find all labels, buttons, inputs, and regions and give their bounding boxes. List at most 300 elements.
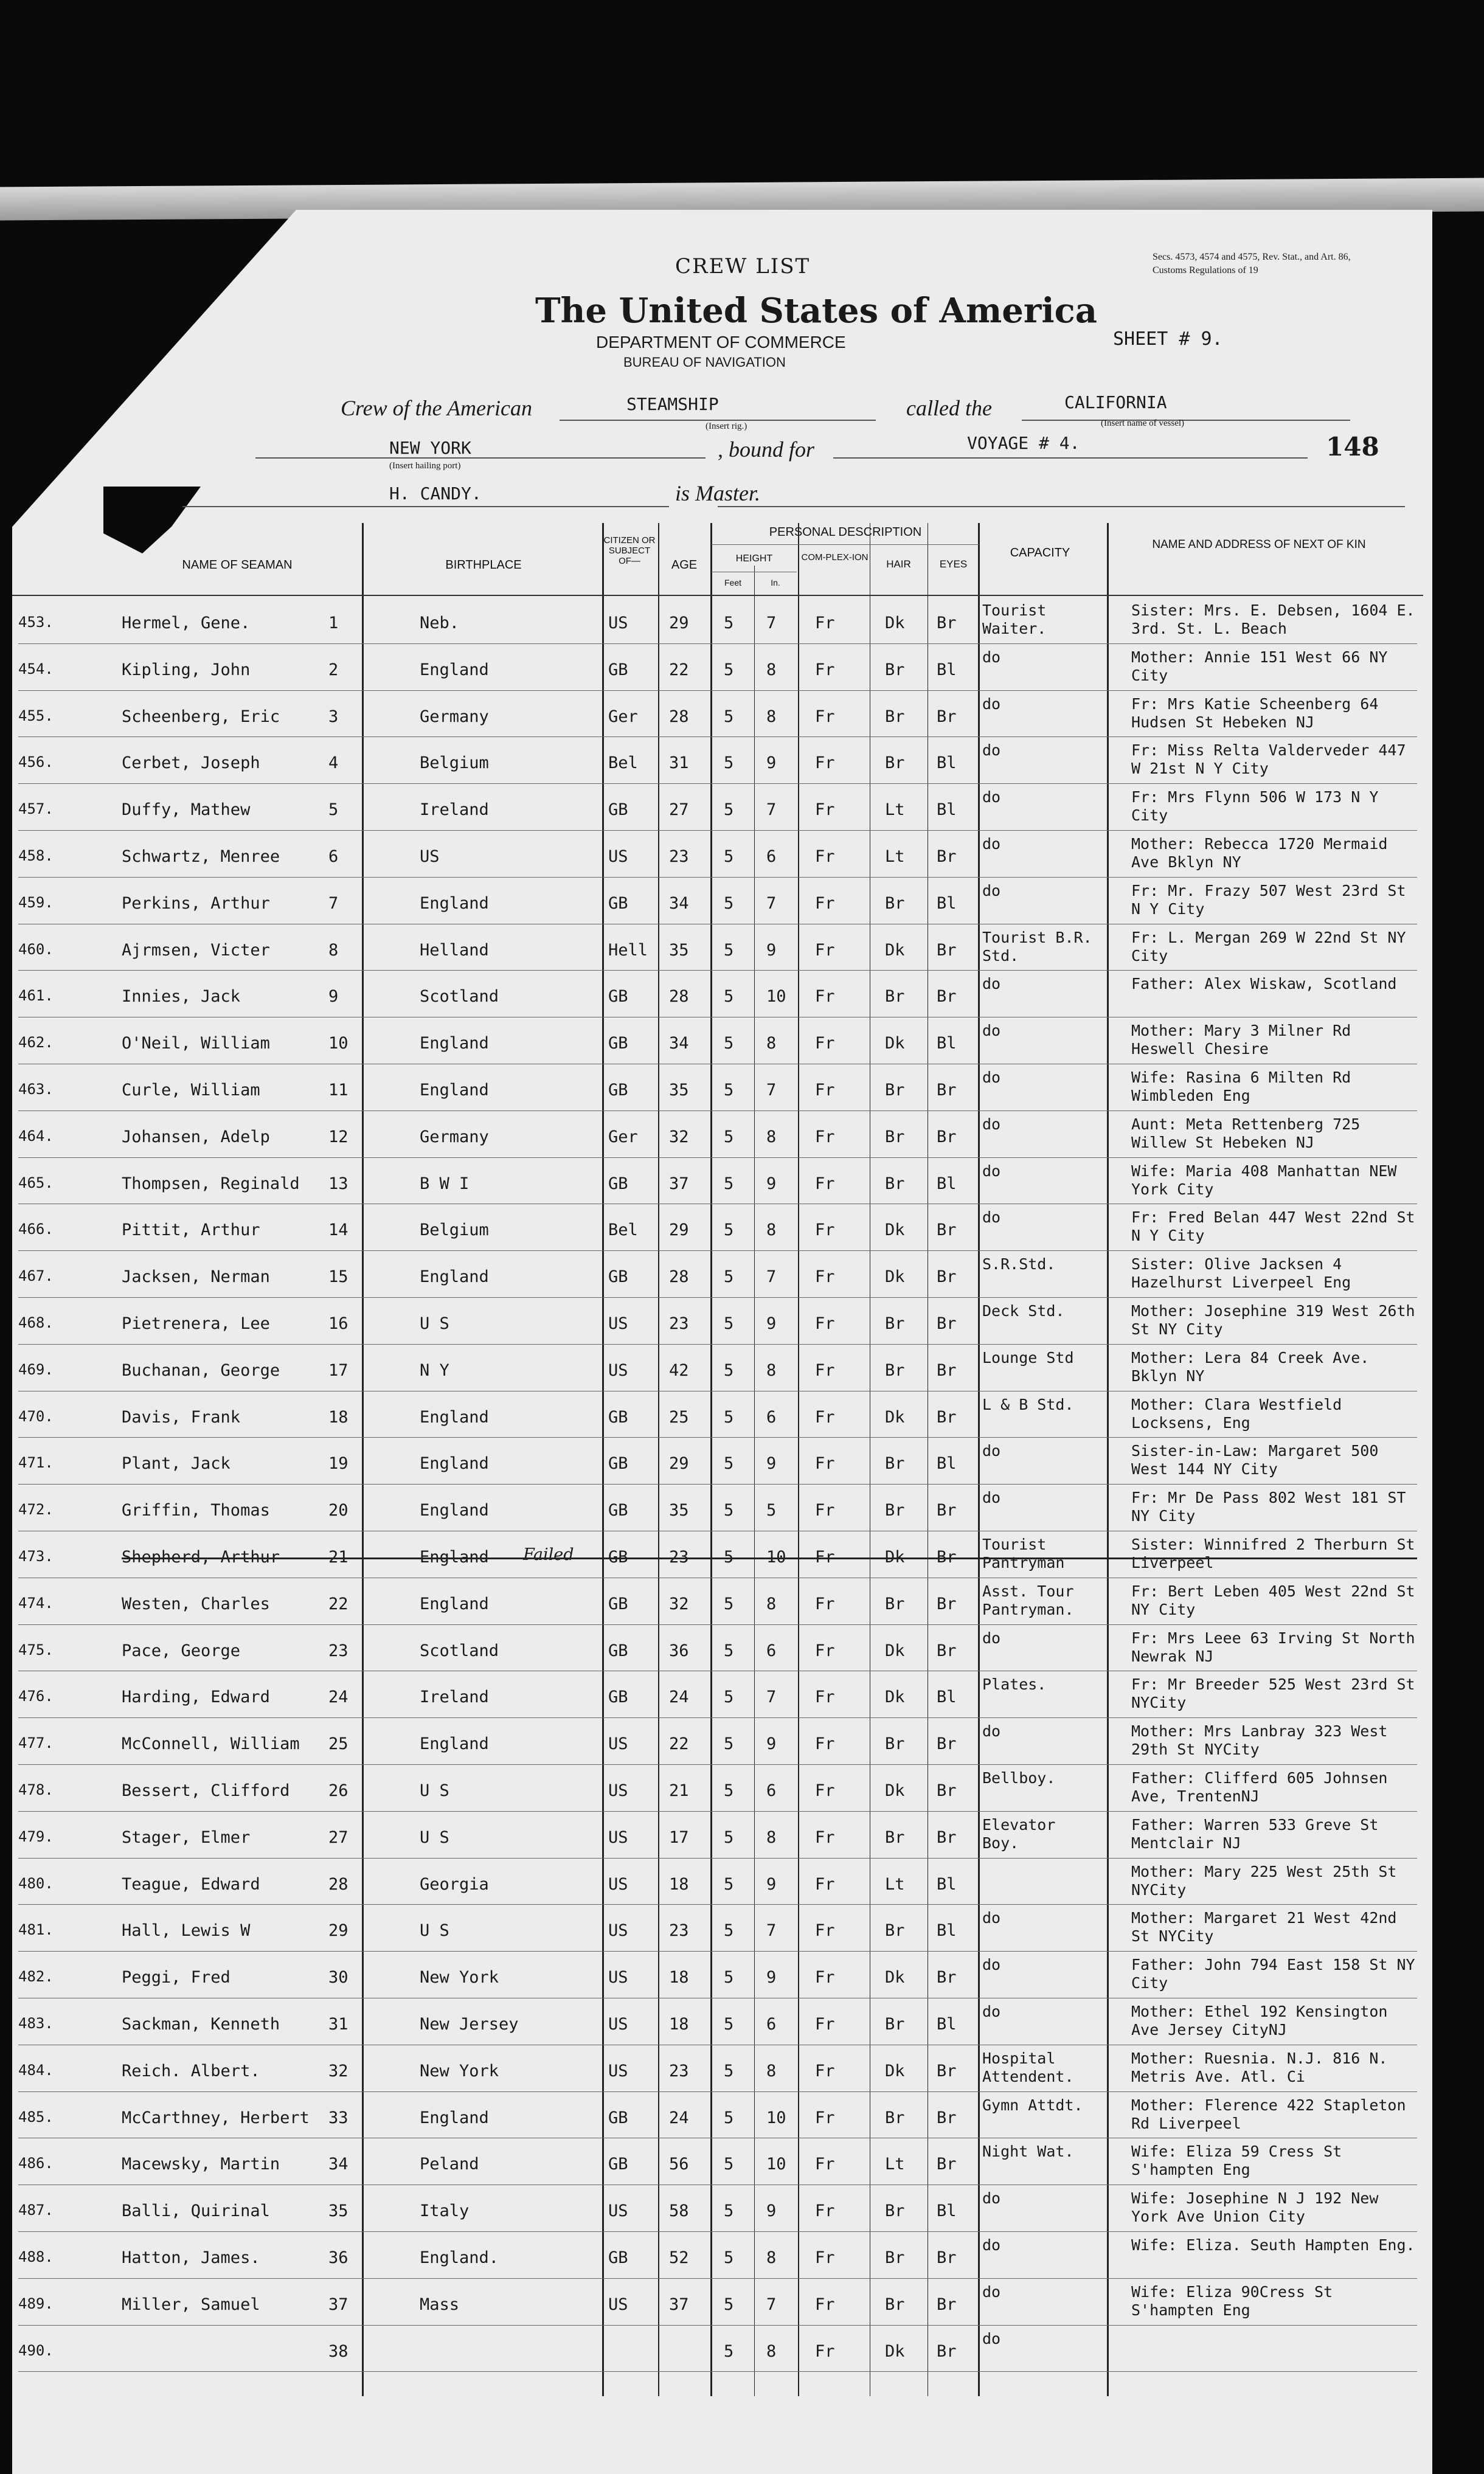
row-divider — [18, 1764, 1417, 1765]
seaman-name: Plant, Jack — [122, 1454, 231, 1474]
eyes: Br — [937, 940, 957, 960]
height-feet: 5 — [724, 1314, 734, 1333]
hair: Br — [885, 754, 905, 773]
age: 37 — [669, 2295, 689, 2314]
hair: Lt — [885, 847, 905, 866]
age: 37 — [669, 1174, 689, 1193]
complexion: Fr — [815, 754, 835, 773]
country-title: The United States of America — [535, 291, 1098, 331]
height-inches: 7 — [766, 1081, 777, 1100]
age: 23 — [669, 1548, 689, 1567]
height-inches: 6 — [766, 2015, 777, 2034]
hair: Lt — [885, 2155, 905, 2174]
seaman-name: Hall, Lewis W — [122, 1921, 251, 1941]
height-feet: 5 — [724, 1781, 734, 1800]
birthplace: Italy — [420, 2202, 470, 2221]
eyes: Bl — [937, 660, 957, 679]
height-inches: 10 — [766, 1548, 786, 1567]
hair: Dk — [885, 2341, 905, 2361]
age: 28 — [669, 1267, 689, 1287]
capacity: Elevator Boy. — [982, 1815, 1056, 1852]
birthplace: England — [420, 1407, 489, 1427]
hair: Dk — [885, 1407, 905, 1427]
complexion: Fr — [815, 1267, 835, 1287]
complexion: Fr — [815, 1548, 835, 1567]
hair: Br — [885, 707, 905, 726]
col-name: NAME OF SEAMAN — [182, 558, 293, 572]
row-id: 484. — [18, 2061, 54, 2079]
row-divider — [18, 2371, 1417, 2372]
height-feet: 5 — [724, 2061, 734, 2081]
birthplace: England — [420, 2108, 489, 2127]
seaman-name: Hatton, James. — [122, 2248, 260, 2267]
capacity: do — [982, 1489, 1001, 1507]
birthplace: Scotland — [420, 1641, 499, 1660]
age: 28 — [669, 707, 689, 726]
capacity: do — [982, 1208, 1001, 1227]
col-hair: HAIR — [886, 558, 911, 570]
seaman-name: Balli, Quirinal — [122, 2202, 270, 2221]
age: 58 — [669, 2202, 689, 2221]
eyes: Bl — [937, 2015, 957, 2034]
height-feet: 5 — [724, 707, 734, 726]
birthplace: England — [420, 1454, 489, 1474]
height-feet: 5 — [724, 1221, 734, 1240]
citizenship: GB — [608, 800, 628, 820]
next-of-kin: Wife: Eliza 90Cress St S'hampten Eng — [1131, 2282, 1333, 2319]
hair: Dk — [885, 1641, 905, 1660]
called-the-label: called the — [906, 396, 992, 420]
height-feet: 5 — [724, 2295, 734, 2314]
complexion: Fr — [815, 2108, 835, 2127]
line-number: 26 — [328, 1781, 348, 1800]
hair: Br — [885, 1734, 905, 1754]
age: 56 — [669, 2155, 689, 2174]
capacity: do — [982, 1956, 1001, 1974]
seaman-name: O'Neil, William — [122, 1034, 270, 1053]
age: 22 — [669, 1734, 689, 1754]
height-inches: 9 — [766, 1968, 777, 1987]
next-of-kin: Wife: Maria 408 Manhattan NEW York City — [1131, 1162, 1397, 1198]
birthplace: Belgium — [420, 1221, 489, 1240]
capacity: Night Wat. — [982, 2143, 1074, 2161]
insert-vessel-label: (Insert name of vessel) — [1101, 418, 1185, 428]
row-id: 466. — [18, 1221, 54, 1238]
hair: Br — [885, 1501, 905, 1520]
age: 25 — [669, 1407, 689, 1427]
citizenship: GB — [608, 2108, 628, 2127]
row-id: 478. — [18, 1781, 54, 1798]
row-id: 473. — [18, 1548, 54, 1565]
row-divider — [18, 1250, 1417, 1251]
capacity: do — [982, 788, 1001, 806]
height-feet: 5 — [724, 2248, 734, 2267]
complexion: Fr — [815, 2248, 835, 2267]
birthplace: U S — [420, 1314, 449, 1333]
height-feet: 5 — [724, 1034, 734, 1053]
seaman-name: Davis, Frank — [122, 1407, 241, 1427]
height-inches: 9 — [766, 940, 777, 960]
eyes: Bl — [937, 800, 957, 820]
hair: Br — [885, 1594, 905, 1613]
complexion: Fr — [815, 1314, 835, 1333]
row-id: 462. — [18, 1034, 54, 1052]
row-id: 460. — [18, 940, 54, 958]
statute-note: Secs. 4573, 4574 and 4575, Rev. Stat., and Art. 86, Customs Regulations of 19 — [1153, 252, 1351, 275]
age: 24 — [669, 1688, 689, 1707]
height-feet: 5 — [724, 1828, 734, 1847]
complexion: Fr — [815, 940, 835, 960]
row-id: 456. — [18, 754, 54, 771]
height-feet: 5 — [724, 1127, 734, 1146]
complexion: Fr — [815, 2061, 835, 2081]
age: 18 — [669, 1968, 689, 1987]
complexion: Fr — [815, 1874, 835, 1894]
eyes: Br — [937, 1734, 957, 1754]
age: 23 — [669, 847, 689, 866]
eyes: Bl — [937, 1454, 957, 1474]
next-of-kin: Sister: Mrs. E. Debsen, 1604 E. 3rd. St. L. Beach — [1131, 601, 1415, 637]
height-feet: 5 — [724, 1641, 734, 1660]
birthplace: New York — [420, 2061, 499, 2081]
complexion: Fr — [815, 2155, 835, 2174]
next-of-kin: Sister-in-Law: Margaret 500 West 144 NY City — [1131, 1442, 1379, 1478]
seaman-name: Pace, George — [122, 1641, 241, 1660]
next-of-kin: Mother: Mary 3 Milner Rd Heswell Chesire — [1131, 1022, 1351, 1058]
citizenship: GB — [608, 660, 628, 679]
strike-through-line — [122, 1558, 1417, 1559]
height-inches: 6 — [766, 1407, 777, 1427]
capacity: Lounge Std — [982, 1348, 1074, 1367]
citizenship: Ger — [608, 1127, 638, 1146]
citizenship: Bel — [608, 1221, 638, 1240]
next-of-kin: Fr: Mrs Katie Scheenberg 64 Hudsen St Hebeken NJ — [1131, 695, 1379, 731]
row-id: 455. — [18, 707, 54, 724]
birthplace: Germany — [420, 707, 489, 726]
age: 35 — [669, 1081, 689, 1100]
birthplace: US — [420, 847, 440, 866]
birthplace: Germany — [420, 1127, 489, 1146]
next-of-kin: Father: John 794 East 158 St NY City — [1131, 1956, 1415, 1992]
eyes: Br — [937, 2295, 957, 2314]
next-of-kin: Mother: Ethel 192 Kensington Ave Jersey CityNJ — [1131, 2003, 1388, 2039]
citizenship: US — [608, 614, 628, 632]
hair: Br — [885, 2295, 905, 2314]
row-id: 486. — [18, 2155, 54, 2172]
age: 21 — [669, 1781, 689, 1800]
eyes: Bl — [937, 1874, 957, 1894]
citizenship: US — [608, 847, 628, 866]
capacity: do — [982, 1629, 1001, 1647]
complexion: Fr — [815, 1501, 835, 1520]
hailing-port: NEW YORK — [389, 438, 471, 458]
complexion: Fr — [815, 1641, 835, 1660]
eyes: Bl — [937, 893, 957, 913]
line-number: 17 — [328, 1360, 348, 1380]
col-feet: Feet — [724, 578, 741, 587]
row-id: 471. — [18, 1454, 54, 1472]
complexion: Fr — [815, 1828, 835, 1847]
hair: Dk — [885, 1034, 905, 1053]
next-of-kin: Mother: Ruesnia. N.J. 816 N. Metris Ave. Atl. Ci — [1131, 2049, 1388, 2085]
capacity: do — [982, 2236, 1001, 2254]
hair: Dk — [885, 1548, 905, 1567]
height-feet: 5 — [724, 1968, 734, 1987]
hair: Dk — [885, 1688, 905, 1707]
eyes: Bl — [937, 1921, 957, 1941]
row-divider — [18, 1717, 1417, 1718]
birthplace: England. — [420, 2248, 499, 2267]
height-feet: 5 — [724, 1734, 734, 1754]
row-divider — [18, 1624, 1417, 1625]
age: 27 — [669, 800, 689, 820]
row-id: 485. — [18, 2108, 54, 2126]
line-number: 33 — [328, 2108, 348, 2127]
next-of-kin: Fr: Mrs Flynn 506 W 173 N Y City — [1131, 788, 1379, 825]
age: 29 — [669, 1454, 689, 1474]
hair: Br — [885, 2202, 905, 2221]
page-number: 148 — [1326, 432, 1379, 462]
eyes: Br — [937, 1267, 957, 1287]
complexion: Fr — [815, 2341, 835, 2361]
age: 35 — [669, 1501, 689, 1520]
citizenship: GB — [608, 1407, 628, 1427]
height-inches: 7 — [766, 893, 777, 913]
height-feet: 5 — [724, 940, 734, 960]
row-id: 482. — [18, 1968, 54, 1986]
capacity: do — [982, 648, 1001, 666]
birthplace: England — [420, 660, 489, 679]
citizenship: US — [608, 1734, 628, 1754]
next-of-kin: Mother: Margaret 21 West 42nd St NYCity — [1131, 1909, 1397, 1946]
row-id: 461. — [18, 987, 54, 1005]
row-divider — [18, 1904, 1417, 1905]
citizenship: GB — [608, 2155, 628, 2174]
height-feet: 5 — [724, 1081, 734, 1100]
height-inches: 8 — [766, 1034, 777, 1053]
row-id: 481. — [18, 1921, 54, 1939]
birthplace: England — [420, 1548, 489, 1567]
row-id: 467. — [18, 1267, 54, 1285]
birthplace: England — [420, 1501, 489, 1520]
citizenship: Ger — [608, 707, 638, 726]
birthplace: U S — [420, 1828, 449, 1847]
hair: Lt — [885, 1874, 905, 1894]
line-number: 8 — [328, 940, 339, 960]
height-inches: 9 — [766, 2202, 777, 2221]
seaman-name: Pittit, Arthur — [122, 1221, 260, 1240]
next-of-kin: Mother: Mary 225 West 25th St NYCity — [1131, 1862, 1397, 1899]
birthplace: England — [420, 1034, 489, 1053]
eyes: Br — [937, 1594, 957, 1613]
complexion: Fr — [815, 847, 835, 866]
capacity: Tourist Pantryman — [982, 1536, 1065, 1571]
row-id: 488. — [18, 2248, 54, 2265]
row-id: 465. — [18, 1174, 54, 1191]
eyes: Br — [937, 1221, 957, 1240]
insert-port-label: (Insert hailing port) — [389, 461, 461, 471]
hair: Dk — [885, 940, 905, 960]
birthplace: Mass — [420, 2295, 460, 2314]
height-inches: 9 — [766, 1174, 777, 1193]
height-inches: 10 — [766, 2108, 786, 2127]
seaman-name: Macewsky, Martin — [122, 2155, 280, 2174]
citizenship: GB — [608, 2248, 628, 2267]
hair: Dk — [885, 614, 905, 632]
height-inches: 7 — [766, 614, 777, 632]
height-feet: 5 — [724, 1548, 734, 1567]
capacity: Plates. — [982, 1675, 1047, 1694]
height-inches: 9 — [766, 1874, 777, 1894]
age: 52 — [669, 2248, 689, 2267]
row-id: 469. — [18, 1360, 54, 1378]
row-divider — [18, 643, 1417, 644]
next-of-kin: Wife: Eliza. Seuth Hampten Eng. — [1131, 2236, 1415, 2254]
seaman-name: Stager, Elmer — [122, 1828, 251, 1847]
age: 42 — [669, 1360, 689, 1380]
hair: Br — [885, 987, 905, 1007]
eyes: Br — [937, 1407, 957, 1427]
eyes: Br — [937, 1548, 957, 1567]
eyes: Br — [937, 2341, 957, 2361]
birthplace: Georgia — [420, 1874, 489, 1894]
height-inches: 8 — [766, 1127, 777, 1146]
age: 34 — [669, 1034, 689, 1053]
row-id: 468. — [18, 1314, 54, 1331]
row-id: 480. — [18, 1874, 54, 1892]
row-divider — [18, 2325, 1417, 2326]
complexion: Fr — [815, 1594, 835, 1613]
capacity: Hospital Attendent. — [982, 2049, 1074, 2085]
height-feet: 5 — [724, 2015, 734, 2034]
seaman-name: Westen, Charles — [122, 1594, 270, 1613]
seaman-name: Buchanan, George — [122, 1360, 280, 1380]
next-of-kin: Mother: Annie 151 West 66 NY City — [1131, 648, 1388, 684]
birthplace: Belgium — [420, 754, 489, 773]
seaman-name: Duffy, Mathew — [122, 800, 251, 820]
birthplace: England — [420, 1594, 489, 1613]
complexion: Fr — [815, 1127, 835, 1146]
row-divider — [18, 830, 1417, 831]
height-feet: 5 — [724, 2341, 734, 2361]
line-number: 36 — [328, 2248, 348, 2267]
bureau-name: BUREAU OF NAVIGATION — [623, 355, 786, 370]
birthplace: Scotland — [420, 987, 499, 1007]
height-feet: 5 — [724, 1267, 734, 1287]
eyes: Br — [937, 2155, 957, 2174]
birthplace: Ireland — [420, 800, 489, 820]
next-of-kin: Wife: Rasina 6 Milten Rd Wimbleden Eng — [1131, 1069, 1351, 1104]
height-feet: 5 — [724, 1454, 734, 1474]
line-number: 35 — [328, 2202, 348, 2221]
height-feet: 5 — [724, 1594, 734, 1613]
complexion: Fr — [815, 1360, 835, 1380]
next-of-kin: Fr: Mrs Leee 63 Irving St North Newrak NJ — [1131, 1629, 1415, 1665]
line-number: 16 — [328, 1314, 348, 1333]
birthplace: Ireland — [420, 1688, 489, 1707]
line-number: 7 — [328, 893, 339, 913]
eyes: Br — [937, 1314, 957, 1333]
next-of-kin: Aunt: Meta Rettenberg 725 Willew St Hebeken NJ — [1131, 1115, 1361, 1151]
seaman-name: Cerbet, Joseph — [122, 754, 260, 773]
row-divider — [18, 2091, 1417, 2092]
row-id: 474. — [18, 1594, 54, 1612]
hair: Dk — [885, 2061, 905, 2081]
height-inches: 8 — [766, 1360, 777, 1380]
row-id: 470. — [18, 1407, 54, 1425]
height-feet: 5 — [724, 1874, 734, 1894]
height-inches: 9 — [766, 1734, 777, 1754]
seaman-name: Harding, Edward — [122, 1688, 270, 1707]
height-inches: 9 — [766, 754, 777, 773]
hair: Br — [885, 2248, 905, 2267]
row-id: 454. — [18, 660, 54, 677]
hair: Lt — [885, 800, 905, 820]
eyes: Br — [937, 707, 957, 726]
bound-for-label: , bound for — [718, 437, 815, 462]
citizenship: GB — [608, 1688, 628, 1707]
hair: Br — [885, 1127, 905, 1146]
complexion: Fr — [815, 1688, 835, 1707]
age: 23 — [669, 1921, 689, 1941]
hair: Br — [885, 2015, 905, 2034]
complexion: Fr — [815, 1454, 835, 1474]
hair: Br — [885, 1921, 905, 1941]
next-of-kin: Mother: Rebecca 1720 Mermaid Ave Bklyn NY — [1131, 835, 1388, 871]
eyes: Br — [937, 1781, 957, 1800]
crew-of-label: Crew of the American — [341, 396, 532, 420]
capacity: do — [982, 2329, 1001, 2348]
row-id: 479. — [18, 1828, 54, 1845]
capacity: do — [982, 2003, 1001, 2020]
height-inches: 8 — [766, 1828, 777, 1847]
citizenship: US — [608, 1874, 628, 1894]
row-id: 490. — [18, 2341, 54, 2359]
birthplace: England — [420, 1734, 489, 1754]
line-number: 29 — [328, 1921, 348, 1941]
citizenship: GB — [608, 1641, 628, 1660]
capacity: do — [982, 695, 1001, 713]
row-divider — [18, 1858, 1417, 1859]
seaman-name: McConnell, William — [122, 1734, 300, 1754]
col-next-of-kin: NAME AND ADDRESS OF NEXT OF KIN — [1152, 538, 1366, 551]
height-feet: 5 — [724, 614, 734, 632]
line-number: 31 — [328, 2015, 348, 2034]
row-divider — [18, 1297, 1417, 1298]
complexion: Fr — [815, 1921, 835, 1941]
citizenship: US — [608, 1781, 628, 1800]
height-inches: 8 — [766, 1594, 777, 1613]
capacity: do — [982, 1022, 1001, 1040]
line-number: 21 — [328, 1548, 348, 1567]
row-divider — [18, 970, 1417, 971]
capacity: L & B Std. — [982, 1395, 1074, 1413]
row-id: 472. — [18, 1501, 54, 1519]
age: 32 — [669, 1127, 689, 1146]
complexion: Fr — [815, 1781, 835, 1800]
height-feet: 5 — [724, 1360, 734, 1380]
col-inches: In. — [771, 578, 780, 587]
hair: Dk — [885, 1267, 905, 1287]
citizenship: US — [608, 2295, 628, 2314]
seaman-name: Jacksen, Nerman — [122, 1267, 270, 1287]
seaman-name: Scheenberg, Eric — [122, 707, 280, 726]
citizenship: GB — [608, 1034, 628, 1053]
birthplace: N Y — [420, 1360, 449, 1380]
capacity: Deck Std. — [982, 1302, 1065, 1320]
age: 36 — [669, 1641, 689, 1660]
rig-value: STEAMSHIP — [626, 394, 719, 414]
